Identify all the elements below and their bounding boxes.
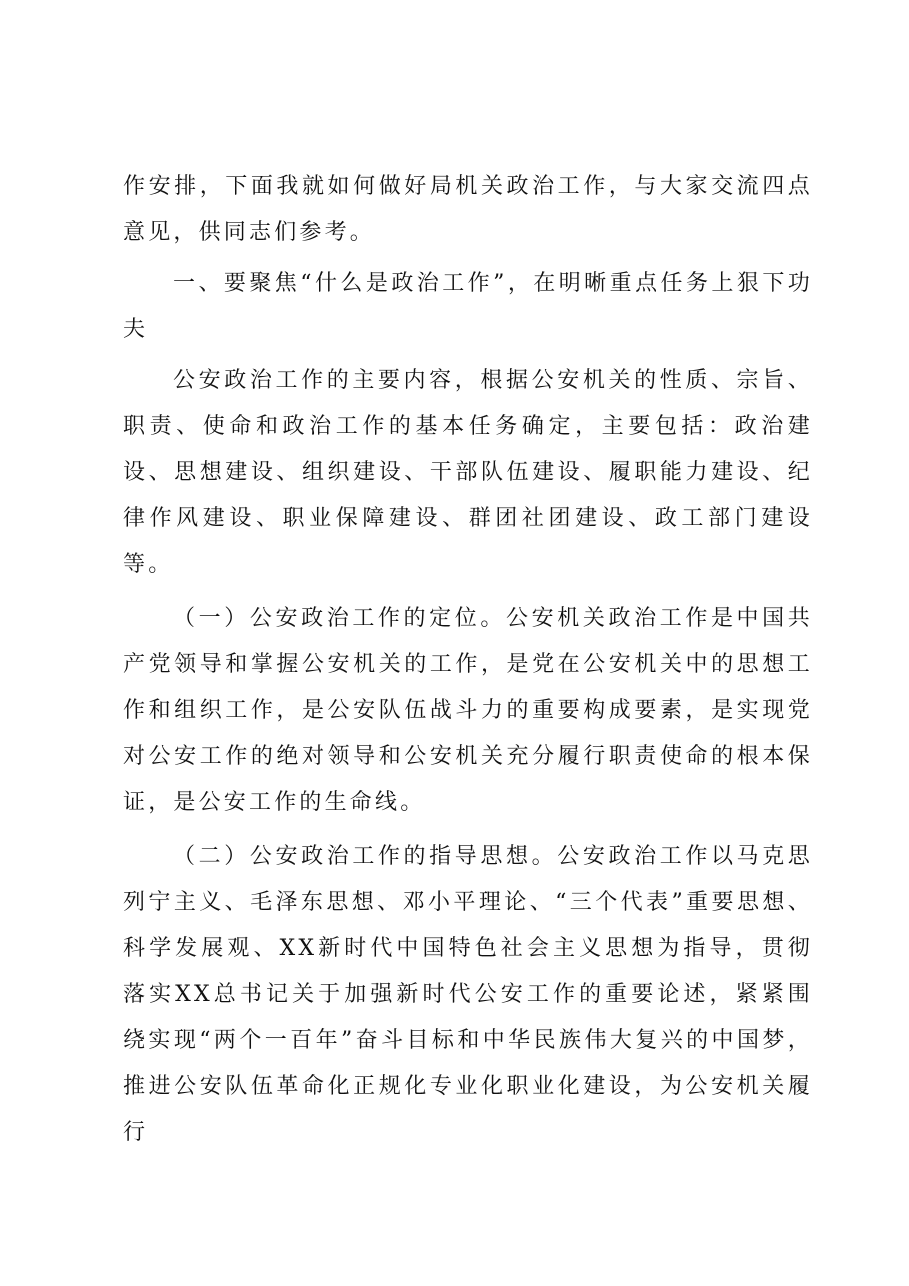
paragraph-main-content: 公安政治工作的主要内容，根据公安机关的性质、宗旨、职责、使命和政治工作的基本任务确定，主要包括：政治建设、思想建设、组织建设、干部队伍建设、履职能力建设、纪律作风建设、职业保障建设、群团社团建设、政工部门建设等。: [123, 368, 813, 577]
section-heading-one: 一、要聚焦“什么是政治工作”，在明晰重点任务上狠下功夫: [123, 271, 813, 342]
paragraph-guiding-ideology: （二）公安政治工作的指导思想。公安政治工作以马克思列宁主义、毛泽东思想、邓小平理论、“三个代表”重要思想、科学发展观、XX新时代中国特色社会主义思想为指导，贯彻落实XX总书记关于加强新时代公安工作的重要论述，紧紧围绕实现“两个一百年”奋斗目标和中华民族伟大复兴的中国梦，推进公安队伍革命化正规化专业化职业化建设，为公安机关履行: [123, 844, 813, 1145]
paragraph-continuation: 作安排，下面我就如何做好局机关政治工作，与大家交流四点意见，供同志们参考。: [123, 174, 813, 245]
paragraph-positioning: （一）公安政治工作的定位。公安机关政治工作是中国共产党领导和掌握公安机关的工作，是党在公安机关中的思想工作和组织工作，是公安队伍战斗力的重要构成要素，是实现党对公安工作的绝对领导和公安机关充分履行职责使命的根本保证，是公安工作的生命线。: [123, 606, 813, 815]
document-body: [123, 164, 813, 1156]
